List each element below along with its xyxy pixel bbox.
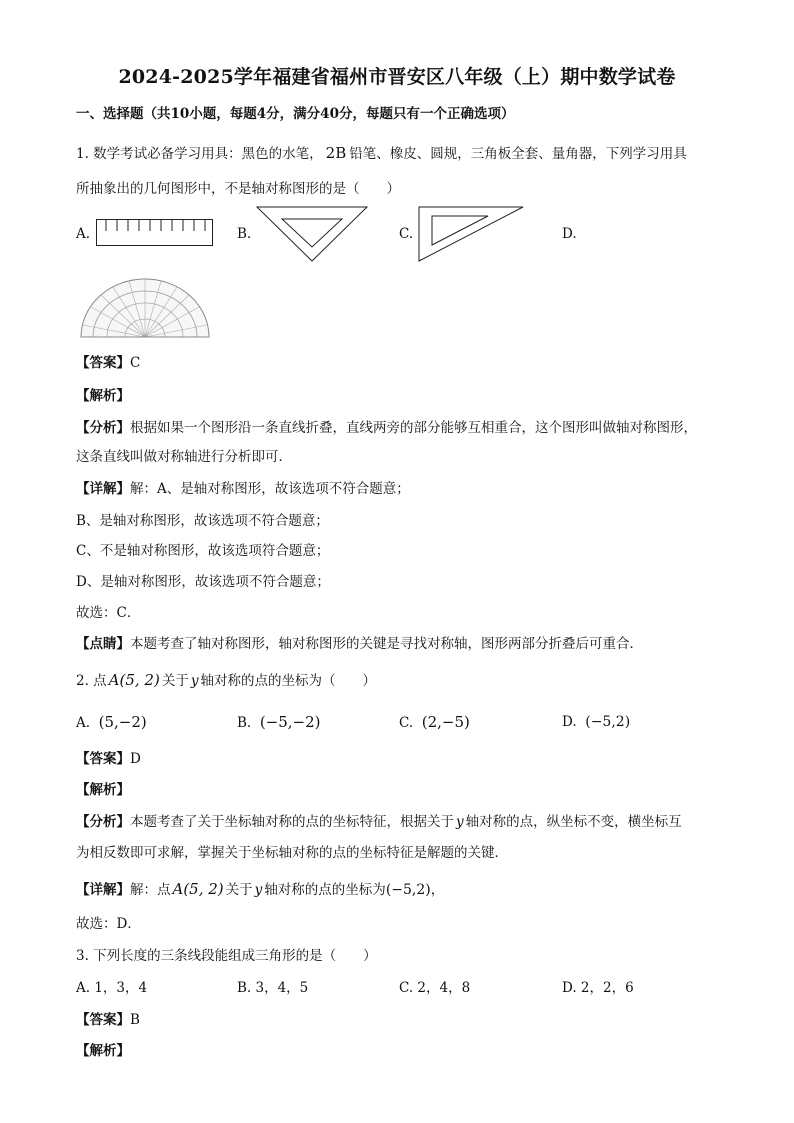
ruler-figure bbox=[96, 219, 214, 247]
q1-option-b-label: B. bbox=[237, 226, 252, 242]
q1-dianjing: 【点睛】本题考查了轴对称图形，轴对称图形的关键是寻找对称轴，图形两部分折叠后可重合． bbox=[76, 636, 643, 652]
q2-point-a: A(5, 2) bbox=[108, 671, 160, 689]
q2-option-b: B. (−5,−2) bbox=[237, 713, 321, 731]
q2-xiangjie-line2: 故选：D． bbox=[76, 916, 141, 932]
q1-xiangjie-line1: 【详解】解：A、是轴对称图形，故该选项不符合题意； bbox=[76, 481, 410, 497]
q1-option-d-label: D. bbox=[562, 226, 577, 242]
section-heading: 一、选择题（共10小题，每题4分，满分40分，每题只有一个正确选项） bbox=[76, 106, 515, 122]
q1-option-a-label: A. bbox=[76, 226, 91, 242]
q2-option-c: C. (2,−5) bbox=[399, 713, 470, 731]
q2-fenxi-line1: 【分析】本题考查了关于坐标轴对称的点的坐标特征，根据关于 y 轴对称的点，纵坐标不变，横坐标互 bbox=[76, 814, 682, 830]
q2-option-d: D. (−5,2) bbox=[562, 714, 631, 730]
q3-option-a: A. 1，3，4 bbox=[76, 980, 148, 996]
q1-stem-line1 bbox=[76, 143, 687, 164]
q2-option-a: A. (5,−2) bbox=[76, 713, 147, 731]
q2-stem: 2. 点 A(5, 2) 关于 y 轴对称的点的坐标为（ ） bbox=[76, 671, 376, 689]
q1-fenxi-line2: 这条直线叫做对称轴进行分析即可． bbox=[76, 449, 292, 465]
page-title: 2024-2025学年福建省福州市晋安区八年级（上）期中数学试卷 bbox=[118, 66, 676, 88]
isosceles-triangle-ruler-figure bbox=[256, 206, 368, 262]
right-triangle-ruler-figure bbox=[418, 206, 524, 262]
q1-xiangjie-line3: C、不是轴对称图形，故该选项符合题意； bbox=[76, 543, 330, 559]
q1-stem-text: 1. 数学考试必备学习用具：黑色的水笔， bbox=[76, 146, 323, 162]
q2-fenxi-line2: 为相反数即可求解，掌握关于坐标轴对称的点的坐标特征是解题的关键． bbox=[76, 845, 508, 861]
q2-analysis-heading: 【解析】 bbox=[76, 782, 130, 798]
protractor-figure bbox=[79, 277, 211, 339]
q1-stem-line2: 所抽象出的几何图形中，不是轴对称图形的是（ ） bbox=[76, 181, 400, 197]
q1-stem-text-cont: 铅笔、橡皮、圆规，三角板全套、量角器，下列学习用具 bbox=[349, 146, 687, 162]
q3-option-b: B. 3，4，5 bbox=[237, 980, 309, 996]
q1-analysis-heading: 【解析】 bbox=[76, 388, 130, 404]
q1-stem-2b: 2B bbox=[325, 144, 347, 162]
q2-xiangjie-line1: 【详解】解：点 A(5, 2) 关于 y 轴对称的点的坐标为(−5,2)， bbox=[76, 880, 445, 898]
q3-option-d: D. 2，2，6 bbox=[562, 980, 634, 996]
q2-answer: 【答案】D bbox=[76, 751, 141, 767]
q1-fenxi-line1: 【分析】根据如果一个图形沿一条直线折叠，直线两旁的部分能够互相重合，这个图形叫做轴对称图形， bbox=[76, 420, 697, 436]
q3-option-c: C. 2，4，8 bbox=[399, 980, 471, 996]
q1-xiangjie-line5: 故选：C． bbox=[76, 605, 141, 621]
q1-answer: 【答案】C bbox=[76, 355, 141, 371]
q3-answer: 【答案】B bbox=[76, 1012, 140, 1028]
q1-xiangjie-line4: D、是轴对称图形，故该选项不符合题意； bbox=[76, 574, 330, 590]
q1-xiangjie-line2: B、是轴对称图形，故该选项不符合题意； bbox=[76, 513, 329, 529]
q1-option-c-label: C. bbox=[399, 226, 414, 242]
q3-stem: 3. 下列长度的三条线段能组成三角形的是（ ） bbox=[76, 948, 377, 964]
q3-analysis-heading: 【解析】 bbox=[76, 1043, 130, 1059]
